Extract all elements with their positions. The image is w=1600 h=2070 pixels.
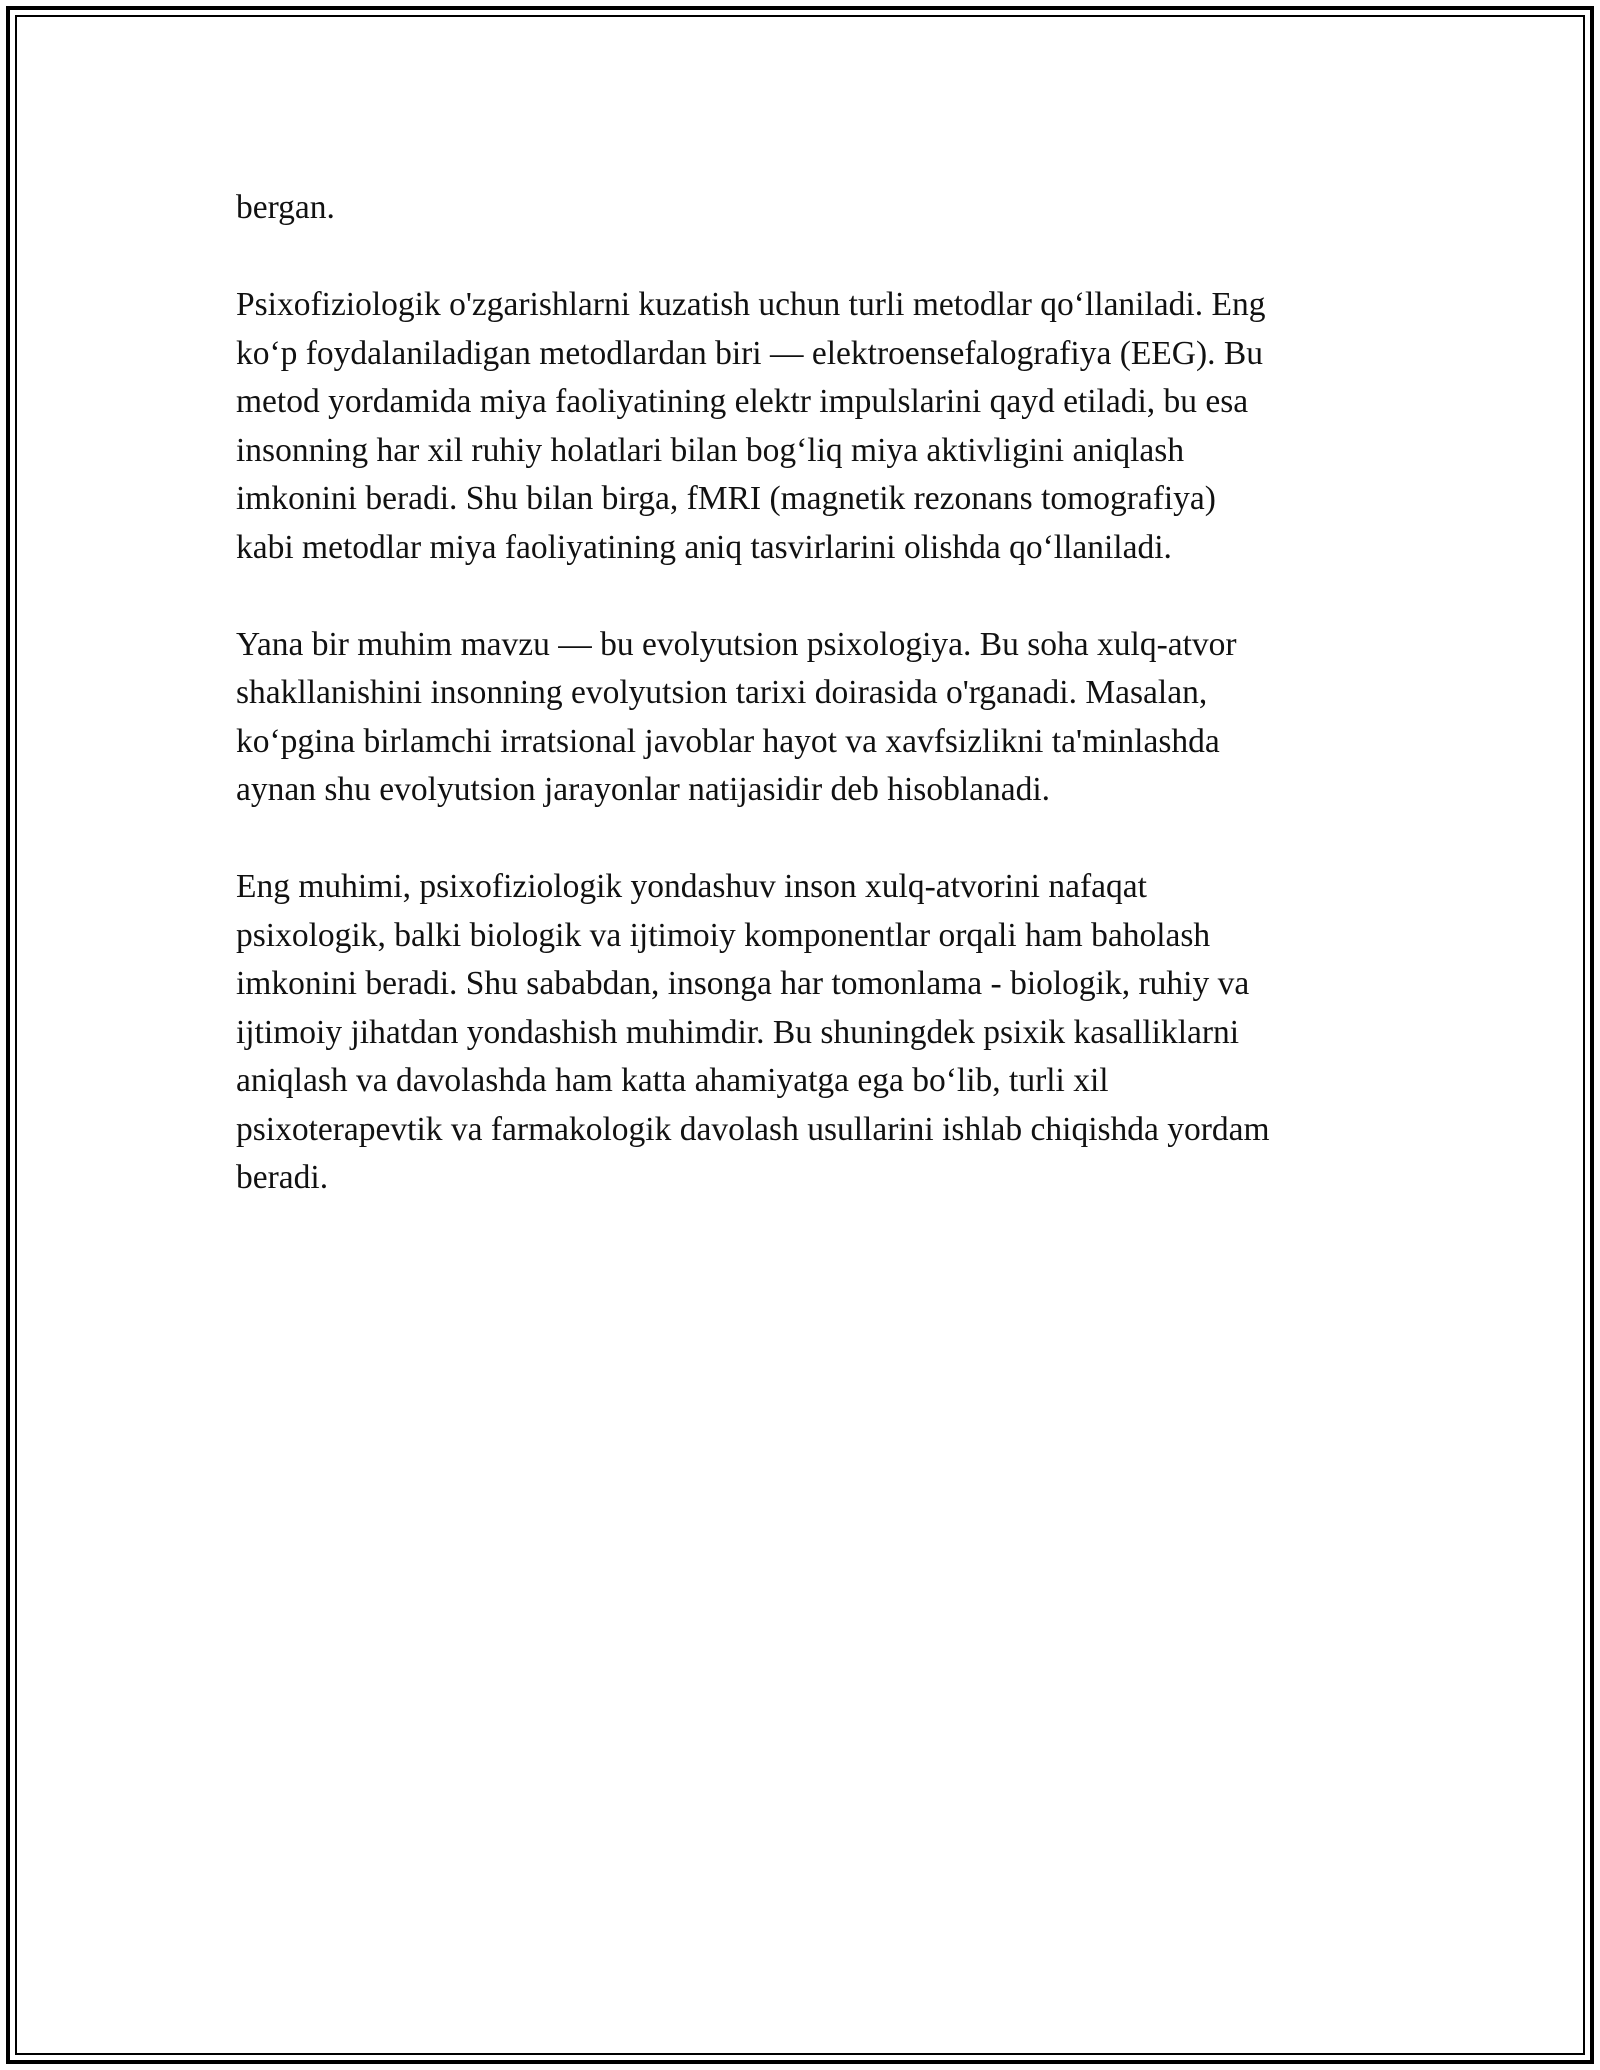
paragraph-2 [236, 281, 1386, 572]
text-line: ijtimoiy jihatdan yondashish muhimdir. Bu shuningdek psixik kasalliklarni [236, 1013, 1240, 1051]
paragraph-1 [236, 184, 1386, 233]
text-line: ko‘p foydalaniladigan metodlardan biri — elektroensefalografiya (EEG). Bu [236, 334, 1263, 372]
text-line: shakllanishini insonning evolyutsion tarixi doirasida o'rganadi. Masalan, [236, 674, 1208, 711]
text-line: bergan. [236, 189, 335, 226]
text-line: psixoterapevtik va farmakologik davolash usullarini ishlab chiqishda yordam [236, 1110, 1270, 1148]
text-line: Psixofiziologik o'zgarishlarni kuzatish uchun turli metodlar qo‘llaniladi. Eng [236, 286, 1266, 323]
text-line: Eng muhimi, psixofiziologik yondashuv inson xulq-atvorini nafaqat [236, 868, 1147, 905]
text-line: insonning har xil ruhiy holatlari bilan bog‘liq miya aktivligini aniqlash [236, 431, 1185, 469]
document-body [236, 184, 1386, 1251]
text-line: ko‘pgina birlamchi irratsional javoblar hayot va xavfsizlikni ta'minlashda [236, 722, 1220, 760]
text-line: Yana bir muhim mavzu — bu evolyutsion psixologiya. Bu soha xulq-atvor [236, 625, 1237, 663]
paragraph-4 [236, 863, 1386, 1203]
text-line: kabi metodlar miya faoliyatining aniq tasvirlarini olishda qo‘llaniladi. [236, 528, 1172, 566]
text-line: metod yordamida miya faoliyatining elektr impulslarini qayd etiladi, bu esa [236, 383, 1249, 420]
paragraph-3 [236, 621, 1386, 815]
text-line: imkonini beradi. Shu bilan birga, fMRI (magnetik rezonans tomografiya) [236, 480, 1216, 517]
text-line: psixologik, balki biologik va ijtimoiy komponentlar orqali ham baholash [236, 916, 1211, 954]
text-line: imkonini beradi. Shu sababdan, insonga har tomonlama - biologik, ruhiy va [236, 965, 1250, 1002]
text-line: beradi. [236, 1159, 329, 1196]
text-line: aynan shu evolyutsion jarayonlar natijasidir deb hisoblanadi. [236, 771, 1051, 808]
text-line: aniqlash va davolashda ham katta ahamiyatga ega bo‘lib, turli xil [236, 1062, 1109, 1099]
